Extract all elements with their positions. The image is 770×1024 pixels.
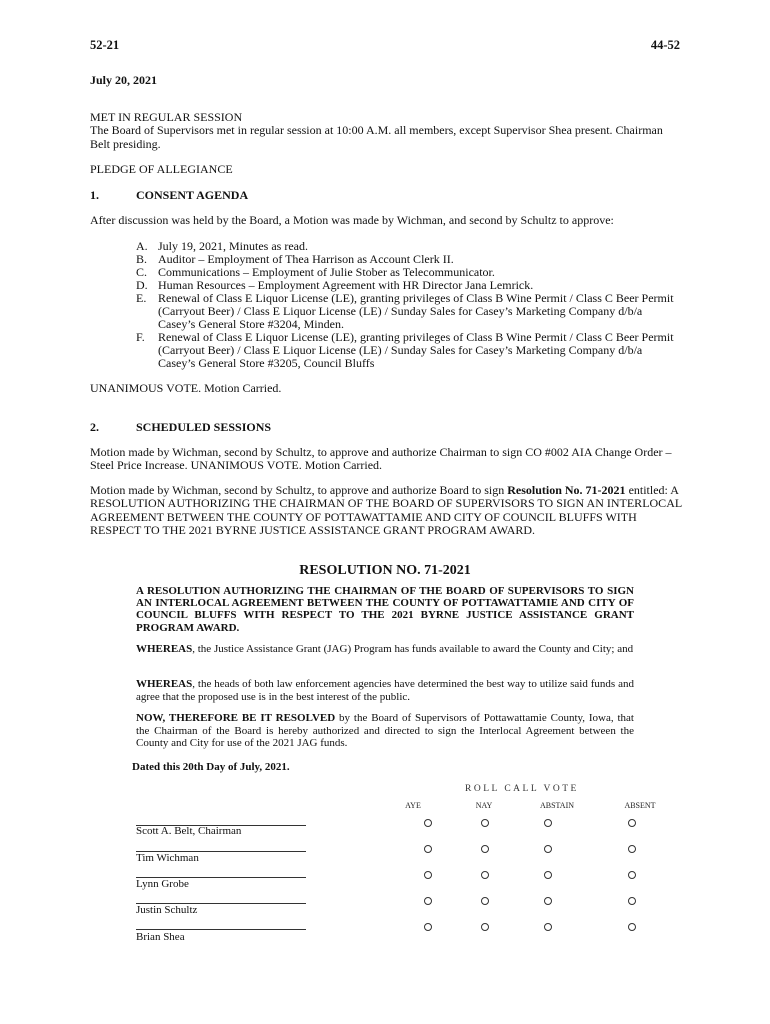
dated-line: Dated this 20th Day of July, 2021. xyxy=(132,761,290,773)
page-number-left: 52-21 xyxy=(90,38,120,52)
resolution-title: RESOLUTION NO. 71-2021 xyxy=(299,563,471,578)
item-text: July 19, 2021, Minutes as read. xyxy=(158,239,308,253)
member-name: Scott A. Belt, Chairman xyxy=(136,825,242,837)
member-name: Justin Schultz xyxy=(136,904,198,916)
consent-number: 1. xyxy=(90,188,99,202)
member-name: Lynn Grobe xyxy=(136,878,189,890)
session-title: MET IN REGULAR SESSION xyxy=(90,110,243,124)
scheduled-title: SCHEDULED SESSIONS xyxy=(136,420,272,434)
scheduled-motion-1: Motion made by Wichman, second by Schultz, to approve and authorize Chairman to sign CO #002 AIA Change Order – Steel Price Increase. UNANIMOUS VOTE. Motion Carried. xyxy=(90,445,672,473)
pledge: PLEDGE OF ALLEGIANCE xyxy=(90,162,233,176)
item-text: Renewal of Class E Liquor License (LE), granting privileges of Class B Wine Permit / Class C Beer Permit (Carryout Beer) / Class E Liquor License (LE) / Sunday Sales for Casey’s Marketing Company d/b/a Casey’s General Store #3204, Minden. xyxy=(158,291,674,331)
absent-radio[interactable] xyxy=(628,845,636,853)
nay-radio[interactable] xyxy=(481,897,489,905)
whereas-2 xyxy=(136,678,634,703)
abstain-radio[interactable] xyxy=(544,871,552,879)
absent-radio[interactable] xyxy=(628,897,636,905)
resolution-number-ref: Resolution No. 71-2021 xyxy=(507,483,626,497)
list-item xyxy=(136,292,676,331)
aye-radio[interactable] xyxy=(424,923,432,931)
item-marker: A. xyxy=(136,239,148,253)
abstain-radio[interactable] xyxy=(544,897,552,905)
nay-radio[interactable] xyxy=(481,923,489,931)
column-header-abstain: ABSTAIN xyxy=(539,801,575,810)
resolved-label: NOW, THEREFORE BE IT RESOLVED xyxy=(136,712,336,724)
absent-radio[interactable] xyxy=(628,871,636,879)
column-header-nay: NAY xyxy=(475,801,493,810)
item-marker: D. xyxy=(136,278,148,292)
absent-radio[interactable] xyxy=(628,819,636,827)
item-text: Renewal of Class E Liquor License (LE), granting privileges of Class B Wine Permit / Class C Beer Permit (Carryout Beer) / Class E Liquor License (LE) / Sunday Sales for Casey’s Marketing Company d/b/a Casey’s General Store #3205, Council Bluffs xyxy=(158,330,674,370)
nay-radio[interactable] xyxy=(481,845,489,853)
aye-radio[interactable] xyxy=(424,819,432,827)
aye-radio[interactable] xyxy=(424,845,432,853)
scheduled-motion-2 xyxy=(90,484,682,538)
meeting-date: July 20, 2021 xyxy=(90,73,158,87)
item-marker: F. xyxy=(136,330,145,344)
item-text: Communications – Employment of Julie Stober as Telecommunicator. xyxy=(158,265,495,279)
aye-radio[interactable] xyxy=(424,897,432,905)
signature-line xyxy=(136,929,306,930)
abstain-radio[interactable] xyxy=(544,819,552,827)
consent-vote: UNANIMOUS VOTE. Motion Carried. xyxy=(90,381,282,395)
nay-radio[interactable] xyxy=(481,871,489,879)
consent-title: CONSENT AGENDA xyxy=(136,188,249,202)
whereas-label: WHEREAS xyxy=(136,678,193,690)
item-text: Auditor – Employment of Thea Harrison as Account Clerk II. xyxy=(158,252,454,266)
session-section xyxy=(90,111,682,151)
resolved-text: by the Board of Supervisors of Pottawattamie County, Iowa, that the Chairman of the Board is hereby authorized and directed to sign the Interlocal Agreement between the County and City for use of the 2021 JAG funds. xyxy=(136,712,634,750)
roll-call-title: ROLL CALL VOTE xyxy=(465,784,579,794)
consent-intro: After discussion was held by the Board, a Motion was made by Wichman, and second by Schultz to approve: xyxy=(90,213,614,227)
list-item xyxy=(136,331,676,370)
aye-radio[interactable] xyxy=(424,871,432,879)
resolved xyxy=(136,712,634,750)
scheduled-number: 2. xyxy=(90,420,99,434)
session-text: The Board of Supervisors met in regular session at 10:00 A.M. all members, except Supervisor Shea present. Chairman Belt presiding. xyxy=(90,123,663,151)
column-header-aye: AYE xyxy=(405,801,421,810)
member-name: Tim Wichman xyxy=(136,852,199,864)
whereas-label: WHEREAS xyxy=(136,643,193,655)
abstain-radio[interactable] xyxy=(544,845,552,853)
member-name: Brian Shea xyxy=(136,931,185,943)
nay-radio[interactable] xyxy=(481,819,489,827)
whereas-1 xyxy=(136,643,634,656)
abstain-radio[interactable] xyxy=(544,923,552,931)
resolution-caption: A RESOLUTION AUTHORIZING THE CHAIRMAN OF THE BOARD OF SUPERVISORS TO SIGN AN INTERLOCAL AGREEMENT BETWEEN THE COUNTY OF POTTAWATTAMIE AND CITY OF COUNCIL BLUFFS WITH RESPECT TO THE 2021 BYRNE JUSTICE ASSISTANCE GRANT PROGRAM AWARD. xyxy=(136,585,634,634)
scheduled-heading xyxy=(90,420,271,435)
item-marker: B. xyxy=(136,252,148,266)
page-number-right: 44-52 xyxy=(650,38,680,52)
column-header-absent: ABSENT xyxy=(624,801,656,810)
motion-text-end: entitled: A RESOLUTION AUTHORIZING THE CHAIRMAN OF THE BOARD OF SUPERVISORS TO SIGN AN INTERLOCAL AGREEMENT BETWEEN THE COUNTY OF POTTAWATTAMIE AND CITY OF COUNCIL BLUFFS WITH RESPECT TO THE 2021 BYRNE JUSTICE ASSISTANCE GRANT PROGRAM AWARD. xyxy=(90,483,682,538)
item-marker: C. xyxy=(136,265,148,279)
whereas-text: , the Justice Assistance Grant (JAG) Program has funds available to award the County and City; and xyxy=(192,643,634,655)
item-marker: E. xyxy=(136,291,147,305)
consent-heading xyxy=(90,188,248,203)
item-text: Human Resources – Employment Agreement with HR Director Jana Lemrick. xyxy=(158,278,534,292)
absent-radio[interactable] xyxy=(628,923,636,931)
whereas-text: , the heads of both law enforcement agencies have determined the best way to utilize said funds and agree that the proposed use is in the best interest of the public. xyxy=(136,678,634,703)
motion-text: Motion made by Wichman, second by Schultz, to approve and authorize Board to sign xyxy=(90,483,508,497)
consent-items-list xyxy=(136,240,676,370)
